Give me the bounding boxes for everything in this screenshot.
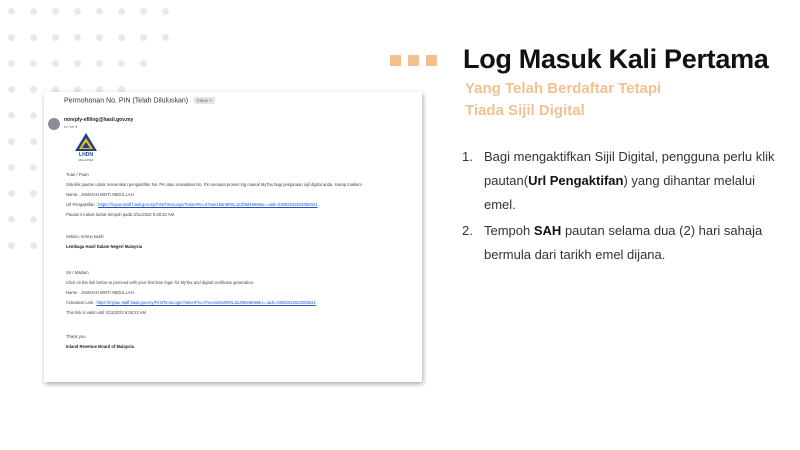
org-en: Inland Revenue Board of Malaysia (66, 344, 134, 349)
decorative-dot (74, 34, 81, 41)
decorative-dot (8, 34, 15, 41)
email-subject: Permohonan No. PIN (Telah Diluluskan) (64, 97, 189, 105)
decorative-dot (118, 8, 125, 15)
name-en: Name : JAMSIAH BINTI ABDULLAH (66, 290, 134, 295)
step-text-pre: Tempoh (484, 223, 534, 238)
decorative-dot (162, 8, 169, 15)
decorative-dot (8, 60, 15, 67)
decorative-dot (162, 34, 169, 41)
decorative-dot (52, 34, 59, 41)
decorative-dot (8, 8, 15, 15)
inbox-label-badge: Inbox × (194, 97, 215, 104)
decorative-dot (8, 138, 15, 145)
email-subject-row (64, 97, 215, 104)
email-sender: noreply-efiling@hasil.gov.my (64, 117, 134, 123)
logo-subtext: MALAYSIA (78, 158, 94, 162)
decorative-dot (8, 112, 15, 119)
instruction-list (462, 145, 782, 269)
decorative-dot (52, 8, 59, 15)
decorative-dot (8, 86, 15, 93)
decorative-dot (30, 112, 37, 119)
name-ms: Nama : JAMSIAH BINTI ABDULLAH (66, 192, 134, 197)
org-ms: Lembaga Hasil Dalam Negeri Malaysia (66, 244, 143, 249)
accent-square (390, 55, 401, 66)
decorative-dot (30, 138, 37, 145)
url-row-ms (66, 202, 318, 207)
decorative-dot (8, 164, 15, 171)
step-text-bold: Url Pengaktifan (528, 173, 624, 188)
decorative-dot (30, 8, 37, 15)
greeting-en: Sir / Madam (66, 270, 89, 275)
greeting-ms: Tuan / Puan (66, 172, 89, 177)
accent-square (408, 55, 419, 66)
activation-link-en[interactable]: https://mytax-staff.hasil.gov.my/FirstTimeLogin?tokenPin=07xee1b5n5R0L1EZ9M4666Mu==&dt=03062022532055021 (96, 300, 316, 305)
decorative-dot (8, 190, 15, 197)
url-label-ms: Url Pengaktifan : (66, 202, 97, 207)
body-en: Click on the link below to proceed with your first time login for MyTax and digital certificate generation. (66, 280, 255, 285)
step-text-post: pautan selama dua (2) hari sahaja bermula dari tarikh emel dijana. (484, 223, 763, 262)
closing-en: Thank you (66, 334, 86, 339)
logo-text: LHDN (79, 152, 93, 158)
email-screenshot (44, 92, 422, 382)
step-text-pre: Bagi mengaktifkan Sijil Digital, pengguna perlu klik pautan( (484, 149, 775, 188)
decorative-dot (30, 86, 37, 93)
decorative-dot (140, 34, 147, 41)
decorative-dot (30, 34, 37, 41)
decorative-dot (30, 60, 37, 67)
body-ms: Sila klik pautan untuk menerukan pengaktifan No. Pin atau masukkan No. Pin semasa proses log masuk MyTax bagi penjanaan sijil digital anda. Harap maklum (66, 182, 362, 187)
closing-ms: Sekian, terima kasih (66, 234, 104, 239)
decorative-dot (8, 216, 15, 223)
activation-link-ms[interactable]: https://mytax-staff.hasil.gov.my/FirstTimeLogin?tokenPin=07xee1b5n5R0L1EZ9M4666Mu==&dt=03062022532055021 (98, 202, 318, 207)
decorative-dot (30, 216, 37, 223)
decorative-dot (96, 8, 103, 15)
decorative-dot (52, 60, 59, 67)
lhdn-logo (66, 132, 106, 162)
decorative-dot (140, 60, 147, 67)
decorative-dot (140, 8, 147, 15)
decorative-dot (30, 242, 37, 249)
page-title: Log Masuk Kali Pertama (463, 44, 769, 74)
instruction-step-2 (462, 219, 782, 267)
step-text-post: ) yang dihantar melalui emel. (484, 173, 755, 212)
decorative-dot (74, 8, 81, 15)
decorative-dot (30, 190, 37, 197)
step-number: 1. (462, 149, 473, 164)
decorative-dot (118, 34, 125, 41)
step-text-bold: SAH (533, 223, 562, 238)
decorative-dot (8, 242, 15, 249)
url-row-en (66, 300, 316, 305)
decorative-dot (74, 60, 81, 67)
accent-square (426, 55, 437, 66)
decorative-dot (96, 60, 103, 67)
decorative-dot (30, 164, 37, 171)
expiry-ms: Pautan ini akan tamat tempoh pada 3/11/2022 9:28:22 AM (66, 212, 174, 217)
decorative-dot (96, 34, 103, 41)
email-recipient: to me ▾ (64, 124, 78, 129)
expiry-en: This link is valid until 3/11/2022 9:28:22 AM (66, 310, 146, 315)
subtitle-line-1: Yang Telah Berdaftar Tetapi (465, 80, 662, 97)
step-number: 2. (462, 223, 473, 238)
decorative-dot (118, 60, 125, 67)
url-label-en: Activation Link : (66, 300, 96, 305)
sender-avatar (48, 118, 60, 130)
subtitle-line-2: Tiada Sijil Digital (465, 102, 585, 119)
instruction-step-1 (462, 145, 782, 217)
